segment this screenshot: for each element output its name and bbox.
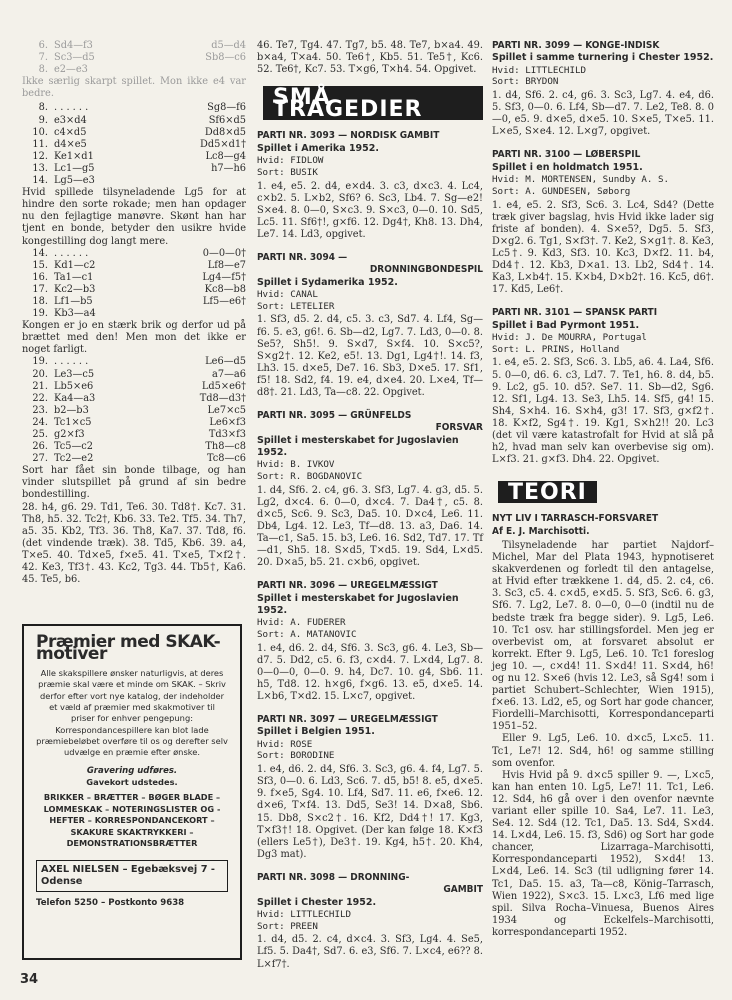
game-white-player: Hvid: A. FUDERER — [257, 617, 346, 629]
moves-list-a — [22, 40, 246, 76]
move-row — [22, 356, 246, 368]
move-number: 14. — [32, 247, 48, 259]
move-row — [22, 453, 246, 465]
game-event: Spillet i Amerika 1952. — [257, 142, 379, 154]
move-number: 20. — [32, 368, 48, 380]
ad-contact: Telefon 5250 – Postkonto 9638 — [36, 898, 185, 909]
black-move: Sg8—f6 — [207, 102, 246, 114]
game-event: Spillet i mesterskabet for Jugoslavien 1952. — [257, 434, 459, 458]
game-black-player: Sort: BUSIK — [257, 166, 318, 178]
games-list-right — [492, 40, 714, 466]
move-row — [22, 284, 246, 296]
move-row — [22, 417, 246, 429]
white-move: Kc2—b3 — [54, 283, 96, 295]
black-move: Kc8—b8 — [204, 283, 246, 295]
game-white-player: Hvid: B. IVKOV — [257, 459, 335, 471]
white-move: Tc5—c2 — [54, 441, 94, 453]
black-move: Lf5—e6† — [202, 295, 246, 307]
ad-title: Præmier med SKAK-motiver — [36, 632, 221, 665]
move-row — [22, 393, 246, 405]
game-black-player: Sort: R. BOGDANOVIC — [257, 470, 363, 482]
game-moves: 1. d4, Sf6. 2. c4, g6. 3. Sc3, Lg7. 4. e4, d6. 5. Sf3, 0—0. 6. Lf4, Sb—d7. 7. Le2, Te8. 8. 0—0, e5. 9. d×e5, d×e5. 10. S×e5, T×e5. 11. L×e5, S×e4. 12. L×g7, opgivet. — [492, 90, 714, 138]
ad-body: Alle skakspillere ønsker naturligvis, at deres præmie skal være et minde om SKAK. – Skriv derfor efter vort nye katalog, der indeholder et væld af præmier med skakmotiver til priser for enhver pengepung: Korrespondancespillere kan blot lade præmiebeløbet overføre til os og derefter selv udvælge en præmie efter ønske. — [36, 668, 228, 758]
move-row — [22, 175, 246, 187]
game-title: PARTI NR. 3097 — UREGELMÆSSIGT — [257, 714, 438, 726]
move-row — [22, 369, 246, 381]
move-number: 18. — [32, 295, 48, 307]
move-row — [22, 381, 246, 393]
white-move: . . . . . . — [54, 102, 89, 114]
moves-list-d — [22, 356, 246, 465]
white-move: Kd1—c2 — [54, 259, 96, 271]
white-move: Le3—c5 — [54, 368, 95, 380]
move-number: 23. — [32, 404, 48, 416]
move-row — [22, 248, 246, 260]
game-moves: 1. d4, Sf6. 2. c4, g6. 3. Sf3, Lg7. 4. g3, d5. 5. Lg2, d×c4. 6. 0—0, d×c4. 7. Da4†, c5. 8. d×c5, Sc6. 9. Sc3, Da5. 10. D×c4, Le6. 11. Db4, Lg4. 12. Le3, Tf—d8. 13. a3, Da6. 14. Ta—c1, Sa5. 15. b3, Le6. 16. Sd2, Td7. 17. Tf—d1, Sh5. 18. S×d5, T×d5. 19. Sd4, L×d5. 20. D×a5, b5. 21. c×b6, opgivet. — [257, 484, 483, 569]
move-row — [22, 102, 246, 114]
white-move: . . . . . . — [54, 356, 89, 368]
game-event: Spillet i mesterskabet for Jugoslavien 1952. — [257, 592, 459, 616]
move-number: 15. — [32, 259, 48, 271]
game-entry — [257, 410, 483, 569]
white-move: Tc2—e2 — [54, 453, 94, 465]
black-move: Le6—d5 — [205, 356, 246, 368]
column-left — [22, 40, 246, 586]
game-white-player: Hvid: ROSE — [257, 738, 313, 750]
move-row — [22, 429, 246, 441]
game-event: Spillet i samme turnering i Chester 1952. — [492, 52, 714, 64]
game-entry — [257, 714, 483, 861]
move-number: 8. — [38, 102, 48, 114]
move-number: 19. — [32, 356, 48, 368]
moves-list-b — [22, 102, 246, 187]
move-row — [22, 115, 246, 127]
game-title-line2: FORSVAR — [435, 422, 483, 434]
game-event: Spillet i en holdmatch 1951. — [492, 161, 643, 173]
ad-phone: Telefon 5250 — [36, 898, 98, 909]
white-move: b2—b3 — [54, 404, 89, 416]
white-move: e3×d4 — [54, 114, 87, 126]
white-move: Kb3—a4 — [54, 308, 96, 320]
game-event: Spillet i Bad Pyrmont 1951. — [492, 319, 640, 331]
white-move: . . . . . . — [54, 247, 89, 259]
game-white-player: Hvid: LITTLECHILD — [492, 64, 587, 76]
ad-address: AXEL NIELSEN – Egebæksvej 7 - Odense — [36, 860, 228, 892]
black-move: Lc8—g4 — [205, 150, 246, 162]
black-move: d5—d4 — [211, 40, 246, 51]
note-a: Ikke særlig skarpt spillet. Mon ikke e4 var bedre. — [22, 76, 246, 100]
game-title: PARTI NR. 3099 — KONGE-INDISK — [492, 40, 660, 51]
continuation-moves: 28. h4, g6. 29. Td1, Te6. 30. Td8†. Kc7. 31. Th8, h5. 32. Tc2†, Kb6. 33. Te2. Tf5. 34. Th7, a5. 35. Kb2, Tf3. 36. Th8, Ka7. 37. Td8, f6. (det vindende træk). 38. Td5, Kb6. 39. a4, T×e5. 40. Td×e5, f×e5. 41. T×e5, T×f2†. 42. Ke3, Tf3†. 43. Kc2, Tg3. 44. Tb5†, Ka6. 45. Te5, b6. — [22, 501, 246, 586]
move-number: 8. — [38, 64, 48, 76]
game-title-line2: GAMBIT — [443, 884, 483, 896]
black-move: Lf8—e7 — [207, 259, 246, 271]
page-number: 34 — [20, 972, 39, 987]
white-move: Lf1—b5 — [54, 295, 93, 307]
game-white-player: Hvid: FIDLOW — [257, 154, 324, 166]
game-entry — [492, 149, 714, 296]
game-black-player: Sort: BRYDON — [492, 76, 559, 88]
black-move: Tc8—c6 — [206, 453, 246, 465]
top-moves: 46. Te7, Tg4. 47. Tg7, b5. 48. Te7, b×a4. 49. b×a4, T×a4. 50. Te6†, Kb5. 51. Te5†, Kc6. 52. Te6†, Kc7. 53. T×g6, T×h4. 54. Opgivet. — [257, 40, 483, 76]
move-number: 21. — [32, 380, 48, 392]
black-move: Dd8×d5 — [204, 126, 246, 138]
move-number: 27. — [32, 453, 48, 465]
white-move: Lb5×e6 — [54, 380, 94, 392]
move-row — [22, 260, 246, 272]
move-number: 26. — [32, 441, 48, 453]
black-move: Dd5×d1† — [200, 138, 246, 150]
game-moves: 1. e4, d6. 2. d4, Sf6. 3. Sc3, g6. 4. Le3, Sb—d7. 5. Dd2, c5. 6. f3, c×d4. 7. L×d4, Lg7. 8. 0—0—0, 0—0. 9. h4, Dc7. 10. g4, Sb6. 11. h5, Td8. 12. h×g6, f×g6. 13. e5, d×e5. 14. L×b6, T×d2. 15. L×c7, opgivet. — [257, 642, 483, 702]
section-banner-theory: TEORI — [498, 481, 597, 503]
white-move: Tc1×c5 — [54, 416, 92, 428]
move-row — [22, 308, 246, 320]
game-entry — [492, 40, 714, 138]
move-number: 10. — [32, 126, 48, 138]
black-move: Ld5×e6† — [201, 380, 246, 392]
move-number: 6. — [38, 40, 48, 51]
ad-giftcard: Gavekort udstedes. — [86, 776, 178, 787]
moves-list-c — [22, 248, 246, 321]
game-entry — [257, 130, 483, 241]
game-white-player: Hvid: LITTLECHILD — [257, 908, 352, 920]
black-move: Le6×f3 — [209, 416, 246, 428]
move-row — [22, 441, 246, 453]
move-number: 13. — [32, 162, 48, 174]
black-move: Lg4—f5† — [202, 271, 246, 283]
white-move: g2×f3 — [54, 429, 85, 440]
game-black-player: Sort: BORODINE — [257, 750, 335, 762]
game-white-player: Hvid: J. De MOURRA, Portugal — [492, 331, 647, 343]
black-move: Th8—c8 — [205, 441, 246, 453]
game-white-player: Hvid: M. MORTENSEN, Sundby A. S. — [492, 173, 670, 185]
teori-paragraph-2: Eller 9. Lg5, Le6. 10. d×c5, L×c5. 11. Tc1, Le7! 12. Sd4, h6! og samme stilling som ovenfor. — [492, 733, 714, 769]
move-row — [22, 296, 246, 308]
teori-title: NYT LIV I TARRASCH-FORSVARET — [492, 513, 659, 525]
game-moves: 1. e4, e5. 2. Sf3, Sc6. 3. Lb5, a6. 4. La4, Sf6. 5. 0—0, d6. 6. c3, Ld7. 7. Te1, h6. 8. d4, b5. 9. Lc2, g5. 10. d5?. Se7. 11. Sb—d2, Sg6. 12. Sf1, Lg4. 13. Se3, Lh5. 14. Sf5, g4! 15. Sh4, S×h4. 16. S×h4, g3! 17. Sf3, g×f2†. 18. K×f2, Sg4†. 19. Kg1, S×h2!! 20. Lc3 (det vil være katastrofalt for Hvid at slå på h2, hvad man selv kan overbevise sig om). L×f3. 21. g×f3. Dh4. 22. Opgivet. — [492, 357, 714, 466]
game-moves: 1. e4, e5. 2. d4, e×d4. 3. c3, d×c3. 4. Lc4, c×b2. 5. L×b2, Sf6? 6. Sc3, Lb4. 7. Sg—e2! S×e4. 8. 0—0, S×c3. 9. S×c3, 0—0. 10. Sd5, Lc5. 11. Sf6†!, g×f6. 12. Dg4†, Kh8. 13. Dh4, Le7. 14. Ld3, opgivet. — [257, 180, 483, 240]
game-title-line2: DRONNINGBONDESPIL — [369, 264, 483, 276]
game-entry — [257, 872, 483, 971]
move-row — [22, 272, 246, 284]
move-row — [22, 163, 246, 175]
game-title: PARTI NR. 3098 — DRONNING- — [257, 871, 410, 883]
move-row — [22, 64, 246, 76]
game-black-player: Sort: LETELIER — [257, 300, 335, 312]
move-number: 12. — [32, 150, 48, 162]
black-move: Le7×c5 — [207, 404, 246, 416]
ad-engraving: Gravering udføres. — [86, 765, 178, 776]
game-white-player: Hvid: CANAL — [257, 288, 318, 300]
move-number: 9. — [38, 114, 48, 126]
games-list-middle — [257, 130, 483, 970]
white-move: Ke1×d1 — [54, 150, 94, 162]
black-move: Td8—d3† — [199, 392, 246, 404]
game-event: Spillet i Belgien 1951. — [257, 726, 375, 738]
white-move: Ta1—c1 — [54, 271, 94, 283]
game-title: PARTI NR. 3093 — NORDISK GAMBIT — [257, 130, 440, 142]
white-move: Sd4—f3 — [54, 40, 93, 51]
game-entry — [257, 252, 483, 399]
white-move: Sc3—d5 — [54, 52, 95, 64]
black-move: Sb8—c6 — [205, 52, 246, 64]
game-title: PARTI NR. 3096 — UREGELMÆSSIGT — [257, 580, 438, 592]
section-banner-small-tragedies: SMÅ TRAGEDIER — [263, 86, 483, 120]
white-move: Ka4—a3 — [54, 392, 96, 404]
white-move: Lc1—g5 — [54, 162, 95, 174]
game-moves: 1. e4, d6. 2. d4, Sf6. 3. Sc3, g6. 4. f4, Lg7. 5. Sf3, 0—0. 6. Ld3, Sc6. 7. d5, b5! 8. e5, d×e5. 9. f×e5, Sg4. 10. Lf4, Sd7. 11. e6, f×e6. 12. d×e6, T×f4. 13. Dd5, Se3! 14. D×a8, Sb6. 15. Db8, S×c2†. 16. Kf2, Dd4†! 17. Kg3, T×f3†! 18. Opgivet. (Der kan følge 18. K×f3 (ellers Le5†), De3†. 19. Kg4, h5†. 20. Kh4, Dg3 mat). — [257, 764, 483, 860]
teori-paragraph-1: Tilsyneladende har partiet Najdorf–Michel, Mar del Plata 1943, hypnotiseret skakverdenen og forledt til den antagelse, at Hvid efter trækkene 1. d4, d5. 2. c4, c6. 3. Sc3, c5. 4. c×d5, e×d5. 5. Sf3, Sc6. 6. g3, Sf6. 7. Lg2, Le7. 8. 0—0, 0—0 (indtil nu de bedste træk fra begge sider). 9. Lg5, Le6. 10. Tc1 osv. har stillingsfordel. Men jeg er overbevist om, at forsvaret absolut er korrekt. Efter 9. Lg5, Le6. 10. Tc1 foreslog jeg 10. —, c×d4! 11. S×d4! 11. S×d4, h6! og nu 12. S×e6 (hvis 12. Le3, så Sg4! som i partiet Schubert–Schlechter, Wien 1915), f×e6. 13. Ld2, e5, og Sort har gode chancer, Fiordelli–Marchisotti, Korrespondanceparti 1951–52. — [492, 539, 714, 733]
teori-paragraph-3: Hvis Hvid på 9. d×c5 spiller 9. —, L×c5, kan han enten 10. Lg5, Le7! 11. Tc1, Le6. 12. Sd4, h6 gå over i den ovenfor nævnte variant eller spille 10. Sa4, Le7. 11. Le3, Se4. 12. Sd4 (12. Tc1, Da5. 13. Sd4, S×d4. 14. L×d4, Le6. 15. f3, Sd6) og Sort har gode chancer, Lizarraga–Marchisotti, Korrespondanceparti 1952), S×d4! 13. L×d4, Le6. 14. Sc3 (til udligning fører 14. Tc1, Da5. 15. a3, Ta—c8, König–Tarrasch, Wien 1922), S×c3. 15. L×c3, Lf6 med lige spil. Silva Rocha–Vinuesa, Buenos Aires 1934 og Eckelfels–Marchisotti, korrespondanceparti 1952. — [492, 769, 714, 938]
move-row — [22, 139, 246, 151]
note-d: Sort har fået sin bonde tilbage, og han vinder slutspillet på grund af sin bedre bondestilling. — [22, 465, 246, 501]
game-title: PARTI NR. 3095 — GRÜNFELDS — [257, 410, 412, 422]
black-move: a7—a6 — [212, 368, 246, 380]
game-title: PARTI NR. 3094 — — [257, 252, 348, 264]
game-event: Spillet i Chester 1952. — [257, 896, 377, 908]
move-number: 19. — [32, 308, 48, 320]
white-move: e2—e3 — [54, 64, 88, 76]
white-move: c4×d5 — [54, 126, 87, 138]
note-c: Kongen er jo en stærk brik og derfor ud på brættet med den! Men mon det ikke er noget farligt. — [22, 320, 246, 356]
game-black-player: Sort: A. GUNDESEN, Søborg — [492, 185, 631, 197]
game-title: PARTI NR. 3101 — SPANSK PARTI — [492, 307, 658, 319]
black-move: 0—0—0† — [202, 247, 246, 259]
advertisement-box — [22, 624, 242, 960]
move-number: 25. — [32, 429, 48, 440]
game-moves: 1. Sf3, d5. 2. d4, c5. 3. c3, Sd7. 4. Lf4, Sg—f6. 5. e3, g6!. 6. Sb—d2, Lg7. 7. Ld3, 0—0. 8. Se5?, Sh5!. 9. S×d7, S×f4. 10. S×c5?, S×g2†. 12. Ke2, e5!. 13. Dg1, Lg4†!. 14. f3, Lh3. 15. d×e5, De7. 16. Sb3, D×e5. 17. Sf1, f5! 18. Sd2, f4. 19. e4, d×e4. 20. L×e4, Tf—d8†. 21. Ld3, Ta—c8. 22. Opgivet. — [257, 314, 483, 398]
teori-author: Af E. J. Marchisotti. — [492, 525, 590, 537]
move-number: 14. — [32, 175, 48, 187]
game-black-player: Sort: L. PRINS, Holland — [492, 343, 620, 355]
move-number: 17. — [32, 283, 48, 295]
move-row — [22, 40, 246, 52]
white-move: d4×e5 — [54, 138, 87, 150]
game-event: Spillet i Sydamerika 1952. — [257, 276, 398, 288]
black-move: Sf6×d5 — [208, 114, 246, 126]
move-row — [22, 405, 246, 417]
game-entry — [257, 580, 483, 703]
white-move: Lg5—e3 — [54, 175, 95, 187]
black-move — [144, 64, 246, 76]
column-right — [492, 40, 714, 939]
move-number: 7. — [38, 52, 48, 64]
move-number: 11. — [32, 138, 48, 150]
move-number: 16. — [32, 271, 48, 283]
black-move — [144, 308, 246, 320]
black-move — [144, 175, 246, 187]
black-move: h7—h6 — [211, 162, 246, 174]
move-row — [22, 151, 246, 163]
column-middle — [257, 40, 483, 982]
ad-postkonto: Postkonto 9638 — [108, 898, 185, 909]
game-moves: 1. e4, e5. 2. Sf3, Sc6. 3. Lc4, Sd4? (Dette træk giver bagslag, hvis Hvid ikke lader sig friste af bonden). 4. S×e5?, Dg5. 5. Sf3, D×g2. 6. Tg1, S×f3†. 7. Ke2, S×g1†. 8. Ke3, Lc5†. 9. Kd3, Sf3. 10. Kc3, D×f2. 11. b4, Dd4†. 12. Kb3, D×a1. 13. Lb2, Sd4†. 14. Ka3, L×b4†. 15. K×b4, D×b2†. 16. Kc5, d6†. 17. Kd5, Le6†. — [492, 199, 714, 296]
move-number: 22. — [32, 392, 48, 404]
move-row — [22, 52, 246, 64]
move-number: 24. — [32, 416, 48, 428]
black-move: Td3×f3 — [208, 429, 246, 440]
game-black-player: Sort: PREEN — [257, 920, 318, 932]
game-entry — [492, 307, 714, 466]
ad-items: BRIKKER – BRÆTTER – BØGER BLADE – LOMMESKAK – NOTERINGSLISTER OG -HEFTER – KORRESPONDANCEKORT – SKAKURE SKAKTRYKKERI – DEMONSTRATIONSBRÆTTER — [43, 791, 221, 849]
game-title: PARTI NR. 3100 — LØBERSPIL — [492, 149, 641, 161]
note-b: Hvid spillede tilsyneladende Lg5 for at hindre den sorte rokade; men han opdager nu den fejlagtige manøvre. Skønt han har tjent en bonde, betyder den usikre hvide kongestilling dog langt mere. — [22, 187, 246, 247]
move-row — [22, 127, 246, 139]
game-moves: 1. d4, d5. 2. c4, d×c4. 3. Sf3, Lg4. 4. Se5, Lf5. 5. Da4†, Sd7. 6. e3, Sf6. 7. L×c4, e6?? 8. L×f7†. — [257, 934, 483, 970]
game-black-player: Sort: A. MATANOVIC — [257, 628, 357, 640]
